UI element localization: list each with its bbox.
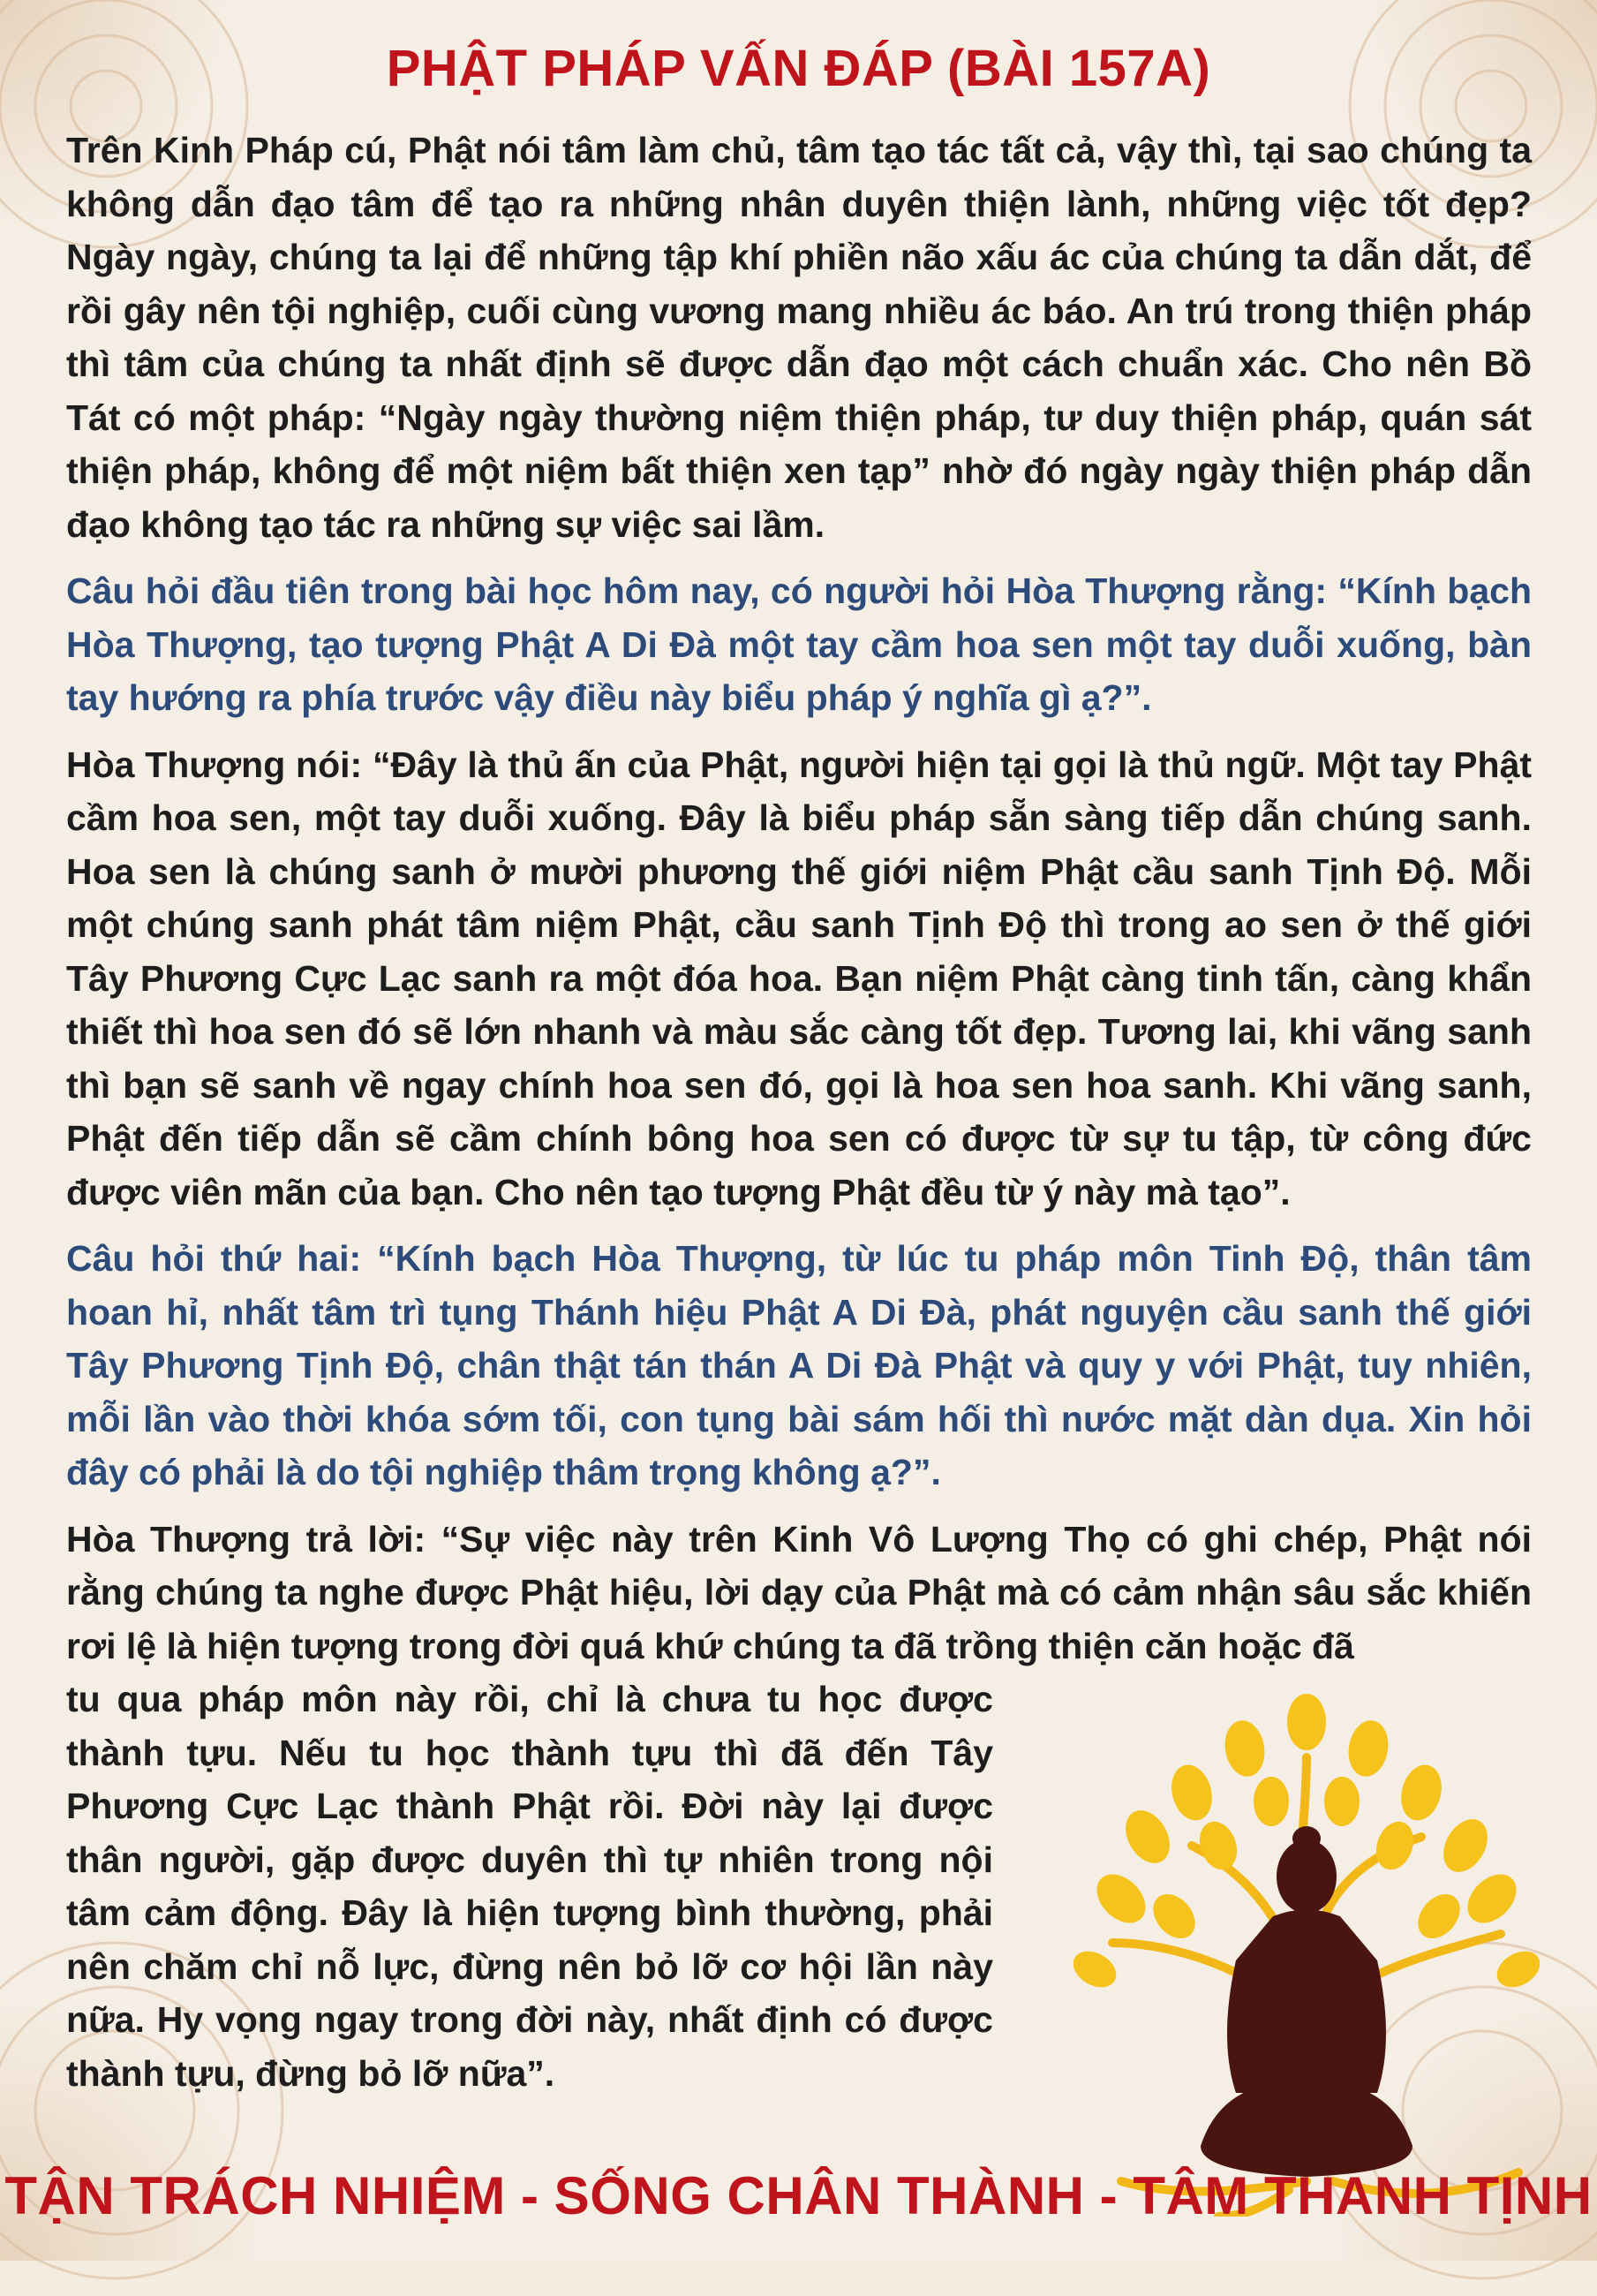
question-1-paragraph: Câu hỏi đầu tiên trong bài học hôm nay, có người hỏi Hòa Thượng rằng: “Kính bạch Hòa Thượng, tạo tượng Phật A Di Đà một tay cầm hoa sen một tay duỗi xuống, bàn tay hướng ra phía trước vậy điều này biểu pháp ý nghĩa gì ạ?”. [66,570,1532,718]
answer-1-paragraph: Hòa Thượng nói: “Đây là thủ ấn của Phật, người hiện tại gọi là thủ ngữ. Một tay Phật cầm hoa sen, một tay duỗi xuống. Đây là biểu pháp sẵn sàng tiếp dẫn chúng sanh. Hoa sen là chúng sanh ở mười phương thế giới niệm Phật cầu sanh Tịnh Độ. Mỗi một chúng sanh phát tâm niệm Phật, cầu sanh Tịnh Độ thì trong ao sen ở thế giới Tây Phương Cực Lạc sanh ra một đóa hoa. Bạn niệm Phật càng tinh tấn, càng khẩn thiết thì hoa sen đó sẽ lớn nhanh và màu sắc càng tốt đẹp. Tương lai, khi vãng sanh thì bạn sẽ sanh về ngay chính hoa sen đó, gọi là hoa sen hoa sanh. Khi vãng sanh, Phật đến tiếp dẫn sẽ cầm chính bông hoa sen có được từ sự tu tập, từ công đức được viên mãn của bạn. Cho nên tạo tượng Phật đều từ ý này mà tạo”. [66,744,1532,1212]
intro-paragraph: Trên Kinh Pháp cú, Phật nói tâm làm chủ, tâm tạo tác tất cả, vậy thì, tại sao chúng ta không dẫn đạo tâm để tạo ra những nhân duyên thiện lành, những việc tốt đẹp? Ngày ngày, chúng ta lại để những tập khí phiền não xấu ác của chúng ta dẫn dắt, để rồi gây nên tội nghiệp, cuối cùng vương mang nhiều ác báo. An trú trong thiện pháp thì tâm của chúng ta nhất định sẽ được dẫn đạo một cách chuẩn xác. Cho nên Bồ Tát có một pháp: “Ngày ngày thường niệm thiện pháp, tư duy thiện pháp, quán sát thiện pháp, không để một niệm bất thiện xen tạp” nhờ đó ngày ngày thiện pháp dẫn đạo không tạo tác ra những sự việc sai lầm. [66,130,1532,545]
answer-2-paragraph-narrow: tu qua pháp môn này rồi, chỉ là chưa tu học được thành tựu. Nếu tu học thành tựu thì đã đến Tây Phương Cực Lạc thành Phật rồi. Đời này lại được thân người, gặp được duyên thì tự nhiên trong nội tâm cảm động. Đây là hiện tượng bình thường, phải nên chăm chỉ nỗ lực, đừng nên bỏ lỡ cơ hội lần này nữa. Hy vọng ngay trong đời này, nhất định có được thành tựu, đừng bỏ lỡ nữa”. [66,1679,993,2094]
buddha-meditating-under-bodhi-tree-icon [1042,1651,1571,2217]
question-2-paragraph: Câu hỏi thứ hai: “Kính bạch Hòa Thượng, từ lúc tu pháp môn Tinh Độ, thân tâm hoan hỉ, nhất tâm trì tụng Thánh hiệu Phật A Di Đà, phát nguyện cầu sanh thế giới Tây Phương Tịnh Độ, chân thật tán thán A Di Đà Phật và quy y với Phật, tuy nhiên, mỗi lần vào thời khóa sớm tối, con tụng bài sám hối thì nước mặt dàn dụa. Xin hỏi đây có phải là do tội nghiệp thâm trọng không ạ?”. [66,1238,1532,1492]
page-title: PHẬT PHÁP VẤN ĐÁP (BÀI 157A) [386,40,1211,97]
answer-2-paragraph-full: Hòa Thượng trả lời: “Sự việc này trên Kinh Vô Lượng Thọ có ghi chép, Phật nói rằng chúng ta nghe được Phật hiệu, lời dạy của Phật mà có cảm nhận sâu sắc khiến rơi lệ là hiện tượng trong đời quá khứ chúng ta đã trồng thiện căn hoặc đã [66,1518,1532,1666]
footer-motto: TẬN TRÁCH NHIỆM - SỐNG CHÂN THÀNH - TÂM THANH TỊNH [4,2166,1593,2225]
